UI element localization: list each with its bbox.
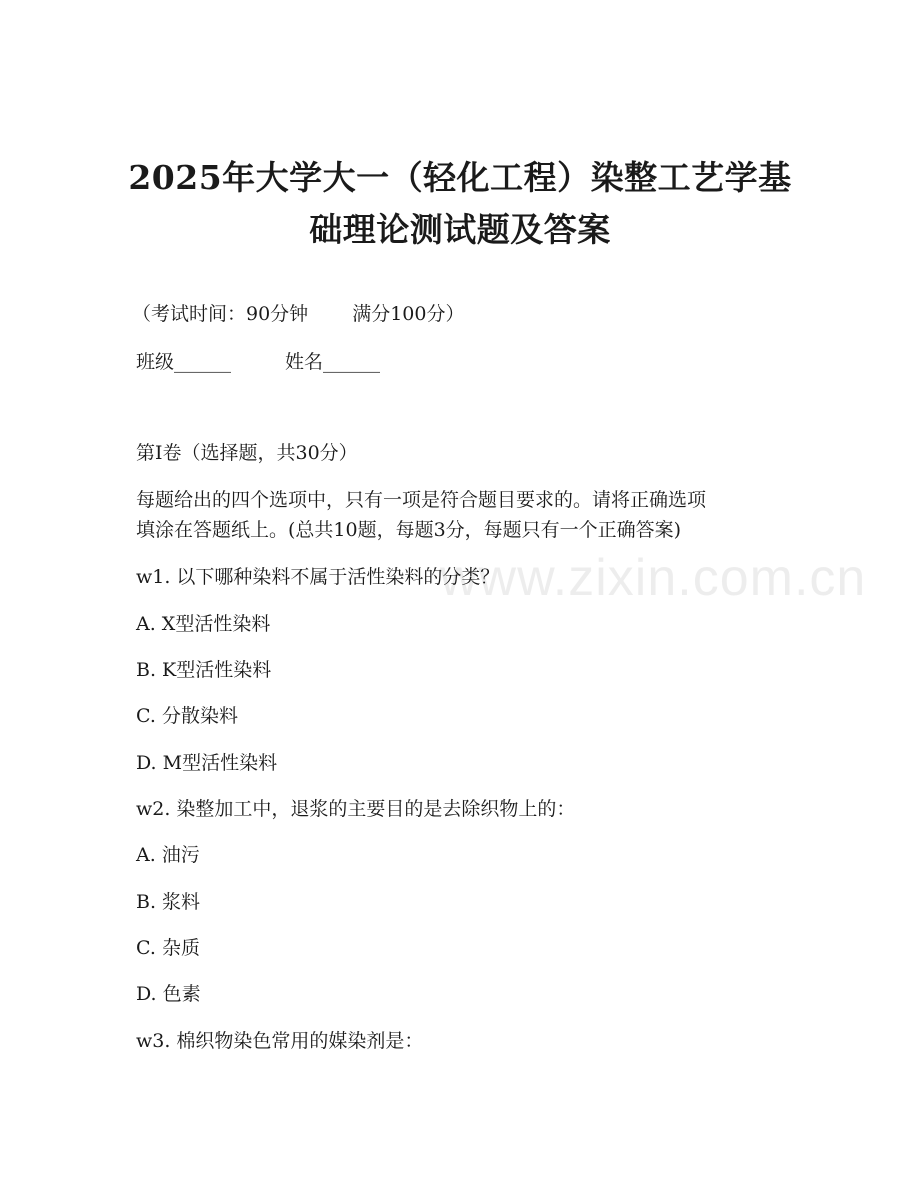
option-c: C. 分散染料 <box>136 705 238 727</box>
section-title: 第I卷（选择题，共30分） <box>136 442 358 464</box>
name-field: 姓名______ <box>285 351 381 373</box>
instructions-line-2: 填涂在答题纸上。(总共10题，每题3分，每题只有一个正确答案) <box>136 519 682 541</box>
question-stem: w3. 棉织物染色常用的媒染剂是： <box>136 1030 424 1052</box>
instructions-line-1: 每题给出的四个选项中，只有一项是符合题目要求的。请将正确选项 <box>136 489 707 511</box>
student-info <box>136 349 380 375</box>
option-b: B. K型活性染料 <box>136 659 272 681</box>
document-title-line-1: 2025年大学大一（轻化工程）染整工艺学基 <box>128 158 792 197</box>
option-b: B. 浆料 <box>136 891 201 913</box>
question-stem: w2. 染整加工中，退浆的主要目的是去除织物上的： <box>136 798 576 820</box>
option-d: D. M型活性染料 <box>136 752 278 774</box>
option-d: D. 色素 <box>136 983 201 1005</box>
class-field: 班级______ <box>136 351 232 373</box>
watermark: www.zixin.com.cn <box>440 549 867 607</box>
option-a: A. 油污 <box>136 844 200 866</box>
exam-time: （考试时间：90分钟 <box>132 303 309 325</box>
option-a: A. X型活性染料 <box>136 613 271 635</box>
document-title-line-2: 础理论测试题及答案 <box>309 210 611 249</box>
full-score: 满分100分） <box>352 303 465 325</box>
exam-info <box>132 301 464 327</box>
option-c: C. 杂质 <box>136 937 200 959</box>
question-stem: w1. 以下哪种染料不属于活性染料的分类？ <box>136 566 500 588</box>
